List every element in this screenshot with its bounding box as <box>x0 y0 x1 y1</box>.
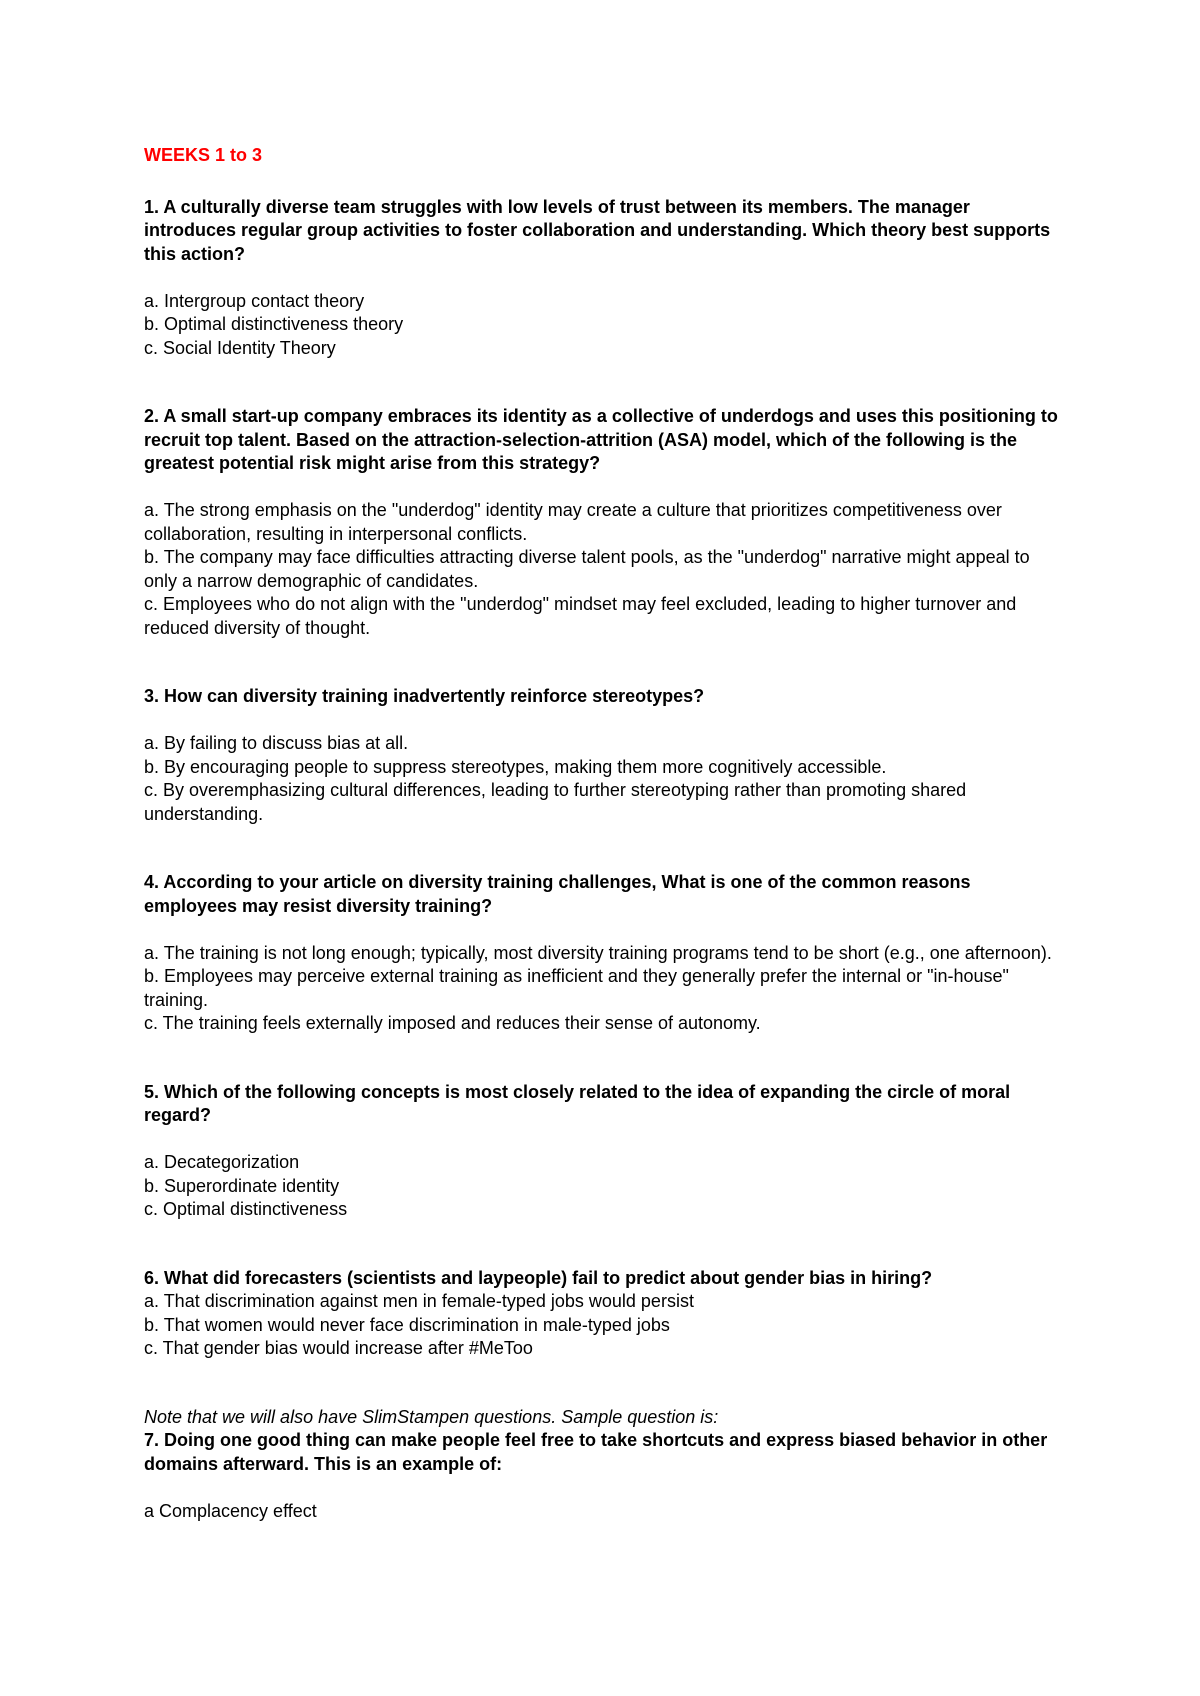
option-list <box>144 1151 1064 1222</box>
option-c: c. The training feels externally imposed and reduces their sense of autonomy. <box>144 1013 761 1033</box>
option-c: c. Social Identity Theory <box>144 337 336 358</box>
option-b: b. Employees may perceive external training as inefficient and they generally prefer the internal or "in-house" training. <box>144 966 1009 1010</box>
section-heading: WEEKS 1 to 3 <box>144 145 263 165</box>
option-c: c. Employees who do not align with the "underdog" mindset may feel excluded, leading to higher turnover and reduced diversity of thought. <box>144 594 1017 638</box>
question-4 <box>144 871 1064 1036</box>
option-b: b. By encouraging people to suppress stereotypes, making them more cognitively accessible. <box>144 756 887 777</box>
question-5 <box>144 1081 1064 1222</box>
question-7 <box>144 1429 1064 1523</box>
question-text: 6. What did forecasters (scientists and laypeople) fail to predict about gender bias in hiring? <box>144 1267 933 1288</box>
option-a: a. The strong emphasis on the "underdog" identity may create a culture that prioritizes competitiveness over collaboration, resulting in interpersonal conflicts. <box>144 500 1002 544</box>
option-a: a. The training is not long enough; typically, most diversity training programs tend to be short (e.g., one afternoon). <box>144 942 1052 963</box>
question-3 <box>144 685 1064 826</box>
question-text: 3. How can diversity training inadvertently reinforce stereotypes? <box>144 686 705 706</box>
question-text: 5. Which of the following concepts is most closely related to the idea of expanding the circle of moral regard? <box>144 1081 1011 1125</box>
option-a: a Complacency effect <box>144 1500 317 1521</box>
spacer <box>144 826 1064 871</box>
option-list <box>144 499 1064 640</box>
option-list <box>144 942 1064 1036</box>
option-b: b. That women would never face discrimination in male-typed jobs <box>144 1314 670 1335</box>
option-b: b. Superordinate identity <box>144 1175 340 1196</box>
option-a: a. That discrimination against men in female-typed jobs would persist <box>144 1291 694 1311</box>
question-1 <box>144 196 1064 361</box>
option-a: a. Decategorization <box>144 1152 300 1172</box>
option-b: b. Optimal distinctiveness theory <box>144 314 404 334</box>
spacer <box>144 360 1064 405</box>
option-list <box>144 1500 1064 1524</box>
question-text: 4. According to your article on diversity training challenges, What is one of the common reasons employees may resist diversity training? <box>144 872 971 916</box>
document-content <box>144 144 1064 1523</box>
spacer <box>144 1222 1064 1267</box>
question-2 <box>144 405 1064 640</box>
option-b: b. The company may face difficulties attracting diverse talent pools, as the "underdog" narrative might appeal to only a narrow demographic of candidates. <box>144 547 1030 591</box>
note-text: Note that we will also have SlimStampen questions. Sample question is: <box>144 1406 719 1427</box>
option-a: a. By failing to discuss bias at all. <box>144 733 409 753</box>
option-list <box>144 1290 1064 1361</box>
option-c: c. Optimal distinctiveness <box>144 1199 348 1219</box>
option-a: a. Intergroup contact theory <box>144 290 365 311</box>
question-text: 1. A culturally diverse team struggles with low levels of trust between its members. The manager introduces regular group activities to foster collaboration and understanding. Which theory best supports this action? <box>144 196 1051 264</box>
question-text: 2. A small start-up company embraces its identity as a collective of underdogs and uses this positioning to recruit top talent. Based on the attraction-selection-attrition (ASA) model, which of the following is the greatest potential risk might arise from this strategy? <box>144 406 1058 473</box>
option-list <box>144 732 1064 826</box>
option-list <box>144 290 1064 361</box>
option-c: c. That gender bias would increase after #MeToo <box>144 1338 533 1358</box>
spacer <box>144 1036 1064 1081</box>
spacer <box>144 640 1064 685</box>
question-6 <box>144 1267 1064 1361</box>
spacer <box>144 1361 1064 1406</box>
option-c: c. By overemphasizing cultural differences, leading to further stereotyping rather than promoting shared understanding. <box>144 780 967 824</box>
question-text: 7. Doing one good thing can make people feel free to take shortcuts and express biased behavior in other domains afterward. This is an example of: <box>144 1430 1048 1474</box>
